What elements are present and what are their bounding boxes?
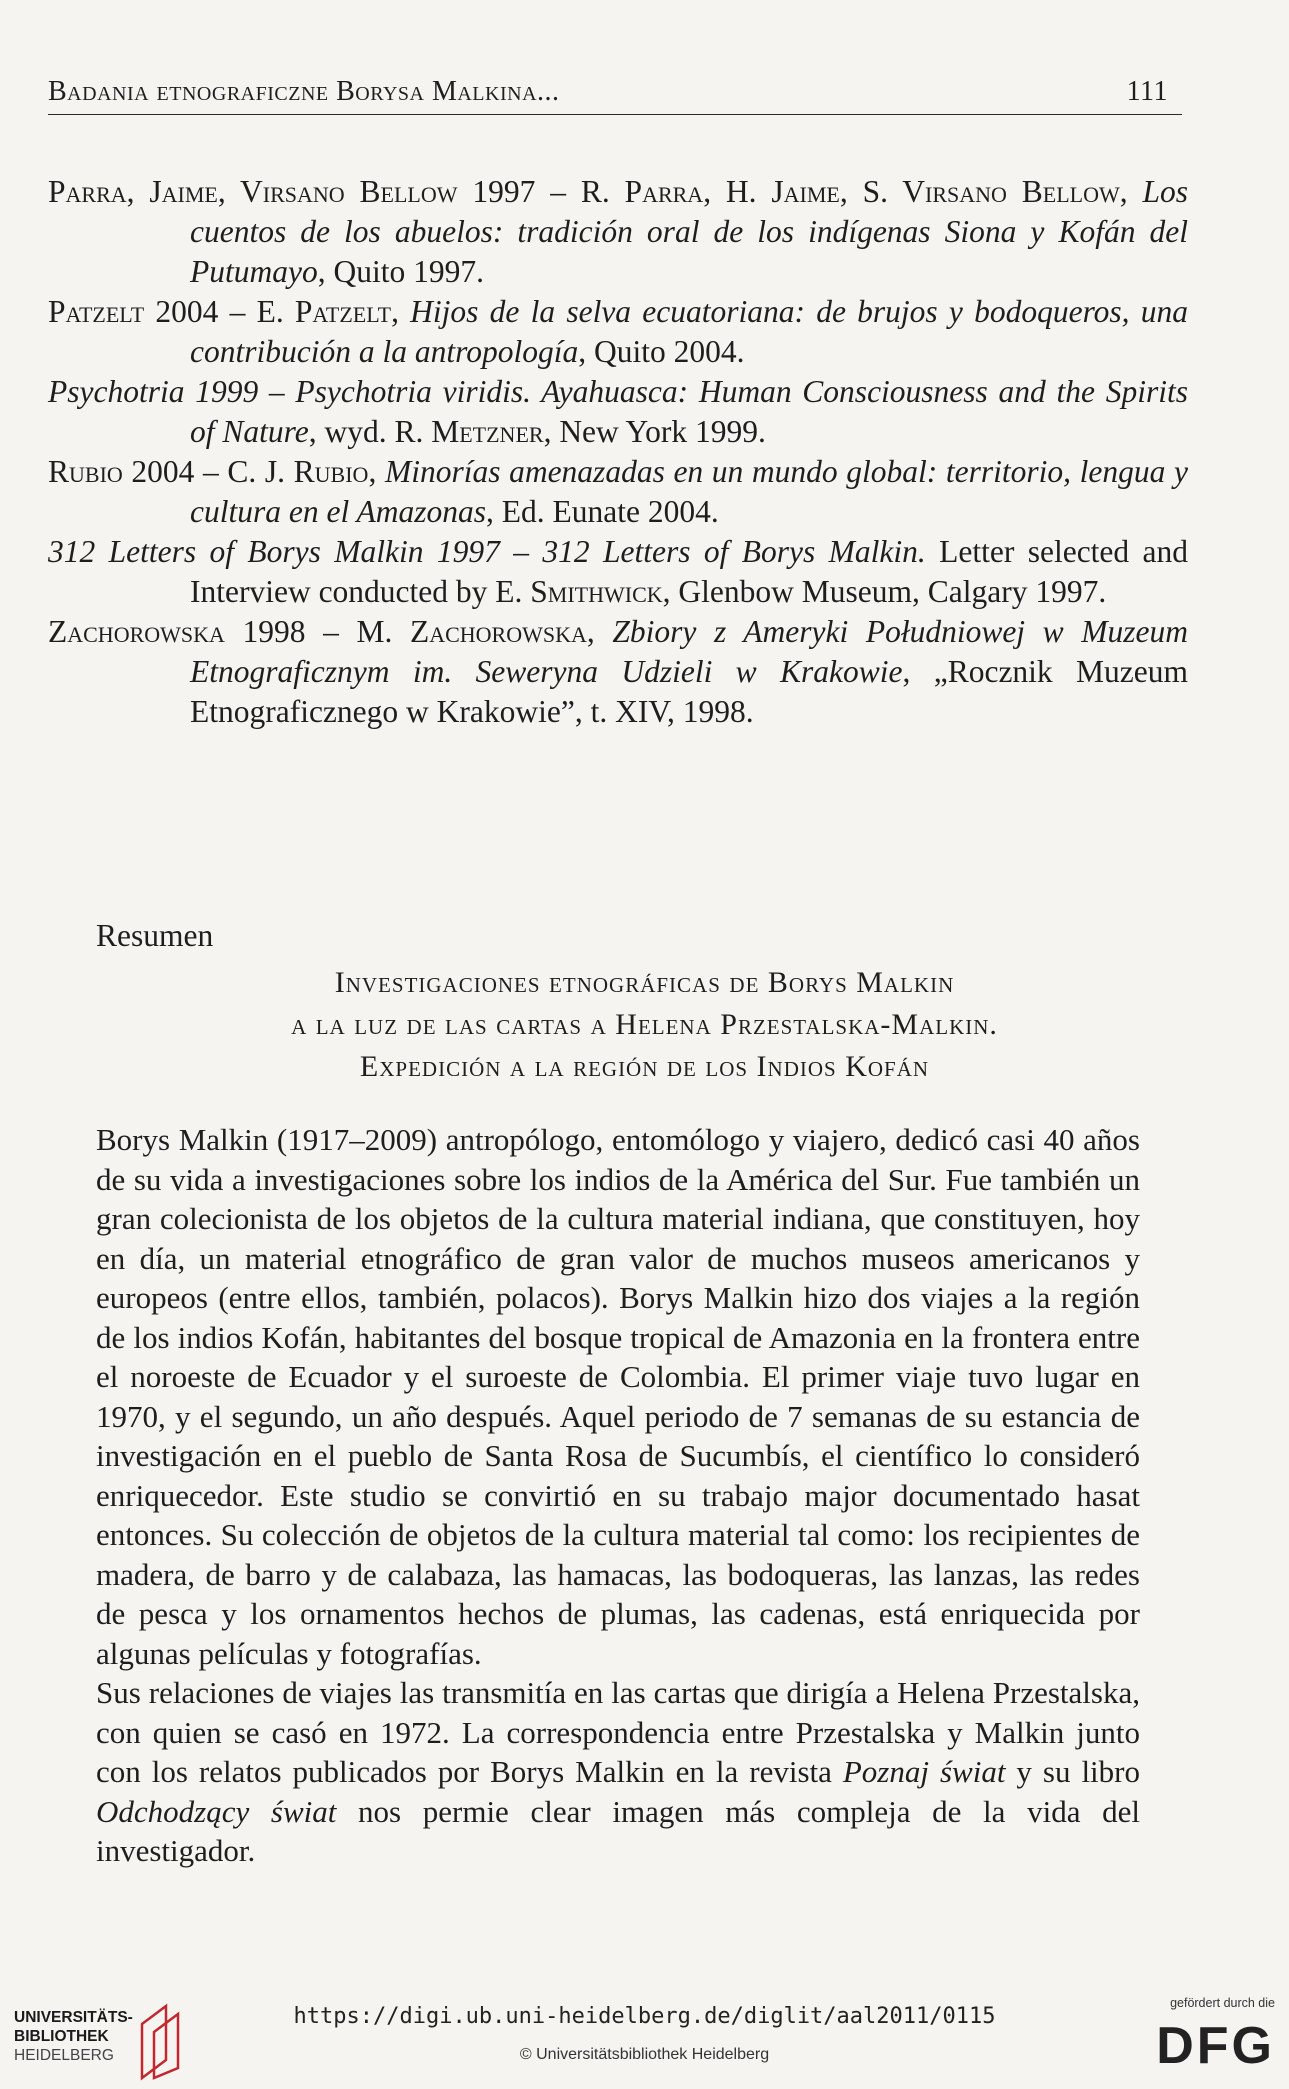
bib-pre-author: Letter selected and Interview conducted by E. xyxy=(190,534,1189,609)
bib-key: Zachorowska 1998 xyxy=(48,614,306,649)
resumen-heading-line-2: a la luz de las cartas a Helena Przestalska-Malkin. xyxy=(291,1008,998,1041)
bib-dash: – xyxy=(535,174,581,209)
bib-dash: – xyxy=(194,454,228,489)
resumen-paragraph-1: Borys Malkin (1917–2009) antropólogo, entomólogo y viajero, dedicó casi 40 años de su vida a investigaciones sobre los indios de la América del Sur. Fue también un gran colecionista de los objetos de la cultura material indiana, que constituyen, hoy en día, un material etnográfico de gran valor de muchos museos americanos y europeos (entre ellos, también, polacos). Borys Malkin hizo dos viajes a la región de los indios Kofán, habitantes del bosque tropical de Amazonia en la frontera entre el noroeste de Ecuador y el suroeste de Colombia. El primer viaje tuvo lugar en 1970, y el segundo, un año después. Aquel periodo de 7 semanas de su estancia de investigación en el pueblo de Santa Rosa de Sucumbís, el científico lo consideró enriquecedor. Este studio se convirtió en su trabajo major documentado hasat entonces. Su colección de objetos de la cultura material tal como: los recipientes de madera, de barro y de calabaza, las hamacas, las bodoqueras, las lanzas, las redes de pesca y los ornamentos hechos de plumas, las cadenas, está enriquecida por algunas películas y fotografías. xyxy=(96,1122,1140,1671)
bib-pre-author: , wyd. R. xyxy=(308,414,432,449)
bib-title: 312 Letters of Borys Malkin. xyxy=(542,534,926,569)
bibliography-list xyxy=(48,172,1188,732)
bib-title: Psychotria viridis. Ayahuasca: Human Consciousness and the Spirits of Nature xyxy=(190,374,1188,449)
bib-authors: C. J. Rubio xyxy=(227,454,369,489)
funder-logo[interactable] xyxy=(1135,1996,1275,2076)
running-title: Badania etnograficzne Borysa Malkina... xyxy=(48,76,560,107)
bib-rest: , Glenbow Museum, Calgary 1997. xyxy=(662,574,1107,609)
bib-rest: , Quito 2004. xyxy=(578,334,745,369)
bib-title: Hijos de la selva ecuatoriana: de brujos y bodoqueros, una contribución a la antropología xyxy=(190,294,1189,369)
bib-rest: , Quito 1997. xyxy=(317,254,484,289)
bib-title: Los cuentos de los abuelos: tradición oral de los indígenas Siona y Kofán del Putumayo xyxy=(190,174,1189,289)
bib-entry xyxy=(48,532,1188,612)
bib-dash: – xyxy=(305,614,357,649)
bib-title: Minorías amenazadas en un mundo global: territorio, lengua y cultura en el Amazonas xyxy=(190,454,1188,529)
bib-key: Patzelt 2004 xyxy=(48,294,219,329)
bib-authors: R. Parra, H. Jaime, S. Virsano Bellow xyxy=(580,174,1120,209)
bib-key: Parra, Jaime, Virsano Bellow 1997 xyxy=(48,174,536,209)
bib-dash: – xyxy=(258,374,296,409)
bib-sep: , xyxy=(368,454,385,489)
bib-authors: Smithwick xyxy=(530,574,663,609)
bib-entry xyxy=(48,372,1188,452)
copyright-notice: © Universitätsbibliothek Heidelberg xyxy=(519,2046,770,2063)
bib-entry xyxy=(48,172,1188,292)
page-number: 111 xyxy=(1126,76,1168,107)
funding-note: gefördert durch die xyxy=(1170,1996,1275,2010)
bib-key: Psychotria 1999 xyxy=(48,374,259,409)
bib-key: Rubio 2004 xyxy=(48,454,195,489)
digitization-footer xyxy=(0,1980,1289,2089)
bib-title: Zbiory z Ameryki Południowej w Muzeum Etnograficznym im. Seweryna Udzieli w Krakowie xyxy=(190,614,1189,689)
paragraph-text: y su libro xyxy=(1005,1754,1140,1789)
library-line-3: HEIDELBERG xyxy=(14,2047,114,2064)
dfg-logo-text: DFG xyxy=(1156,2017,1275,2075)
bib-rest: , „Rocznik Muzeum Etnograficznego w Krakowie”, t. XIV, 1998. xyxy=(190,654,1188,729)
library-line-2: BIBLIOTHEK xyxy=(14,2028,109,2045)
bib-rest: , New York 1999. xyxy=(543,414,766,449)
bib-authors: E. Patzelt xyxy=(256,294,392,329)
bib-sep: , xyxy=(586,614,613,649)
bib-entry xyxy=(48,452,1188,532)
bib-dash: – xyxy=(218,294,257,329)
paragraph-text: Sus relaciones de viajes las transmitía en las cartas que dirigía a Helena Przestalska, con quien se casó en 1972. La correspondencia entre Przestalska y Malkin junto con los relatos publicados por Borys Malkin en la revista xyxy=(96,1675,1140,1789)
running-header xyxy=(48,70,1182,115)
bib-entry xyxy=(48,292,1188,372)
resumen-label: Resumen xyxy=(96,918,214,953)
resumen-heading-line-3: Expedición a la región de los Indios Kofán xyxy=(359,1050,930,1083)
bib-sep: , xyxy=(1119,174,1143,209)
journal-title: Poznaj świat xyxy=(842,1754,1006,1789)
paragraph-text: nos permie clear imagen más compleja de la vida del investigador. xyxy=(96,1793,1140,1868)
bib-dash: – xyxy=(499,534,543,569)
bib-authors: Metzner xyxy=(431,414,544,449)
bib-entry xyxy=(48,612,1188,732)
resumen-paragraph-2 xyxy=(96,1673,1140,1871)
library-line-1: UNIVERSITÄTS- xyxy=(14,2009,133,2026)
bib-key: 312 Letters of Borys Malkin 1997 xyxy=(48,534,500,569)
book-title: Odchodzący świat xyxy=(96,1793,337,1829)
resumen-body xyxy=(96,1120,1140,1871)
resumen-heading-line-1: Investigaciones etnográficas de Borys Malkin xyxy=(334,966,955,999)
bib-sep: , xyxy=(391,294,411,329)
bib-rest: , Ed. Eunate 2004. xyxy=(486,494,719,529)
bib-authors: M. Zachorowska xyxy=(356,614,587,649)
permalink-url[interactable]: https://digi.ub.uni-heidelberg.de/diglit/aal2011/0115 xyxy=(293,2004,996,2029)
